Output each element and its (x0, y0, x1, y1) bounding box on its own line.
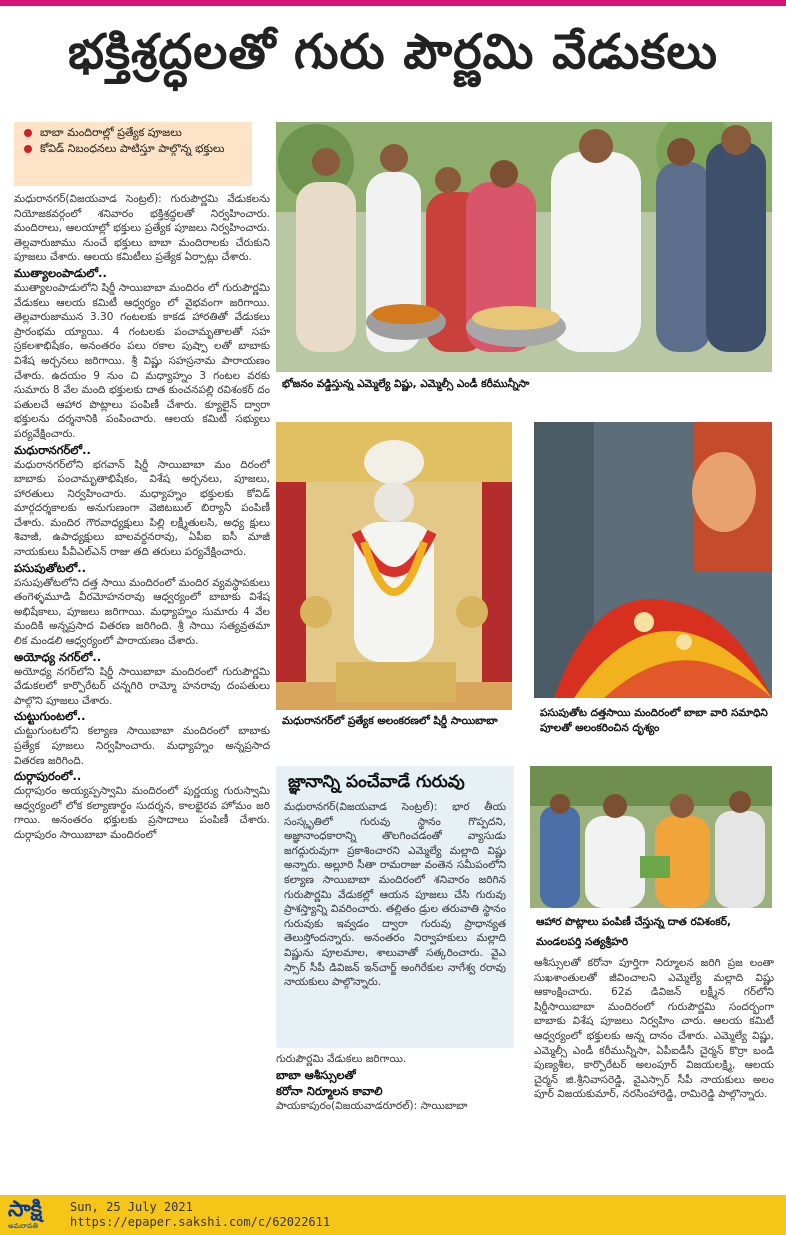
highlight-item (20, 142, 246, 156)
section-heading: పసుపుతోటలో.. (14, 560, 87, 575)
article-intro: మధురానగర్(విజయవాడ సెంట్రల్): గురుపౌర్ణమి వేడుకలను నియోజకవర్గంలో శనివారం భక్తిశ్రద్ధలతో నిర్వహించారు. మందిరాలు, ఆలయాల్లో భక్తులు ప్రత్యేక పూజలు నిర్వహించారు. తెల్లవారుజాము నుంచే భక్తులు బాబా మందిరాలకు చేరుకుని పూజలు చేశారు. ఆలయ కమిటీలు ప్రత్యేక ఏర్పాట్లు చేశారు. (14, 193, 270, 264)
section-heading: చుట్టుగుంటలో.. (14, 709, 86, 724)
top-accent-bar (0, 0, 786, 6)
photo-sai-baba-decorated-image (276, 422, 512, 710)
article-text: గురుపౌర్ణమి వేడుకలు జరిగాయి. (276, 1053, 407, 1065)
section-heading: మధురానగర్‌లో.. (14, 442, 91, 457)
section-heading: దుర్గాపురంలో.. (14, 769, 82, 784)
photo-samadhi-flowers-image (534, 422, 772, 698)
section-body: దుర్గాపురం అయ్యప్పస్వామి మందిరంలో పుర్ణయ్య గురుస్వామి ఆధ్వర్యంలో లోక కల్యాణార్థం సుదర్శన, కాలభైరవ హోమం జరి గాయి. అనంతరం భక్తులకు ప్రసాదాలు పంపిణీ చేశారు. దుర్గాపురం సాయిబాబా మందిరంలో (14, 785, 270, 841)
highlight-text: కోవిడ్ నిబంధనలు పాటిస్తూ పాల్గొన్న భక్తులు (40, 142, 225, 155)
photo-food-serving-image (276, 122, 772, 372)
article-column-3-bottom (534, 956, 774, 1192)
bullet-dot-icon (24, 129, 32, 137)
logo-wordmark: సాక్షి (8, 1197, 43, 1222)
section-heading: ముత్యాలంపాడులో.. (14, 265, 107, 280)
photo-food-serving (276, 122, 772, 372)
section-body: పసుపుతోటలోని దత్త సాయి మందిరంలో మందిర వ్యవస్థాపకులు తంగెళ్ళమూడి వీరమోహనరావు ఆధ్వర్యంలో బాబాకు విశేష అభిషేకాలు, పూజలు జరిగాయి. మధ్యాహ్నం సుమారు 4 వేల మందికి అన్నప్రసాద వితరణ జరిగింది. శ్రీ సాయి సత్యవ్రతమా లిక మండలి ఆధ్వర్యంలో పారాయణం చేశారు. (14, 576, 270, 648)
photo-food-distribution-image (530, 766, 772, 908)
section-body: చుట్టుగుంటలోని కల్యాణ సాయిబాబా మందిరంలో బాబాకు ప్రత్యేక పూజలు నిర్వహించారు. మధ్యాహ్నం అన్నప్రసాద వితరణ జరిగింది. (14, 725, 270, 767)
section-heading: కరోనా నిర్మూలన కావాలి (276, 1083, 383, 1098)
section-body: ముత్యాలంపాడులోని షిర్డీ సాయిబాబా మందిరం లో గురుపౌర్ణమి వేడుకలు ఆలయ కమిటీ ఆధ్వర్యం లో వైభవంగా జరిగాయి. తెల్లవారుజామున 3.30 గంటలకు కాకడ హారతితో వేడుకలు ప్రారంభమ య్యాయి. 4 గంటలకు పంచామృతాలతో సహ స్రకలశాభిషేకం, అనంతరం పలు రకాల పుష్పా లతో బాబాకు విశేష అర్చనలు జరిగాయి. శ్రీ విష్ణు సహస్రనామ పారాయణం చేశారు. ఉదయం 9 నుం చి మధ్యాహ్నం 3 గంటల వరకు సుమారు 8 వేల మంది భక్తులకు దాత కుంచనపల్లి రవిశంకర్ దం పతులచే ఆహార పొట్లాలు పంపిణీ చేశారు. క్యూలైన్ ద్వారా భక్తులను దర్శనానికి పంపించారు. ఆలయ కమిటీ సభ్యులు పర్యవేక్షించారు. (14, 281, 270, 440)
sidebar-article-text: మధురానగర్(విజయవాడ సెంట్రల్): భార తీయ సంస్కృతిలో గురువు స్థానం గొప్పదని, అజ్ఞానాంధకారాన్ని తొలగించడంతో వ్యాసుడు జగద్గురువుగా ప్రకాశించారని ఎమ్మెల్యే మల్లాది విష్ణు అన్నారు. అల్లూరి సీతా రామరాజు వంతెన సమీపంలోని కల్యాణ సాయిబాబా మందిరంలో శనివారం జరిగిన గురుపౌర్ణమి వేడుకల్లో ఆయన పూజలు చేసి గురువు ప్రాశస్త్యాన్ని వివరించారు. తల్లితం డ్రుల తరువాతి స్థానం గురువుకు ఇవ్వడం ద్వారా గురువు ప్రాధాన్యత తెలుస్తోందన్నారు. అనంతరం నిర్వాహకులు మల్లాది విష్ణును పూలమాల, శాలువాతో సత్కరించారు. వైఎ స్సార్ సీపీ డివిజన్ ఇన్‌చార్జ్ అంగిరేకుల నాగేశ్వ రరావు నాయకులు పాల్గొన్నారు. (284, 801, 506, 989)
page-headline: భక్తిశ్రద్ధలతో గురు పౌర్ణమి వేడుకలు (67, 24, 719, 80)
article-text: ఆశీస్సులతో కరోనా పూర్తిగా నిర్మూలన జరిగి ప్రజ లంతా సుఖశాంతులతో జీవించాలని ఎమ్మెల్యే మల్లాది విష్ణు ఆకాంక్షించారు. 62వ డివిజన్ లక్ష్మీన గర్‌లోని షిర్డీసాయిబాబా మందిరంలో గురుపౌర్ణమి సందర్భంగా బాబాకు విశేష పూజలు నిర్వహిం చారు. ఆలయ కమిటీ ఆధ్వర్యంలో భక్తులకు అన్న దానం చేశారు. ఎమ్మెల్యే విష్ణు, ఎమ్మెల్సీ ఎండీ కరీమున్నీసా, ఏపీఐడీసీ చైర్మన్ కొర్రా బండి పుణ్యశీల, కార్పొరేటర్ అలంపూర్ విజయలక్ష్మి, ఆలయ చైర్మన్ జి.శ్రీనివాసరెడ్డి, వైఎస్సార్ సీపీ నాయకులు అలం పూర్ విజయకుమార్, నరసింహారెడ్డి, రామిరెడ్డి పాల్గొన్నారు. (534, 957, 774, 1101)
sidebar-article-title: జ్ఞానాన్ని పంచేవాడే గురువు (288, 772, 465, 792)
caption-samadhi-flowers: పసుపుతోట దత్తసాయి మందిరంలో బాబా వారి సమాధిని పూలతో అలంకరించిన దృశ్యం (540, 707, 768, 734)
sidebar-article-body (284, 800, 506, 1048)
edition-date: Sun, 25 July 2021 (70, 1200, 193, 1214)
photo-samadhi-flowers (534, 422, 772, 698)
section-body: మధురానగర్‌లోని భగవాన్ షిర్డీ సాయిబాబా మం దిరంలో బాబాకు పంచామృతాభిషేకం, విశేష అర్చనలు, పూజలు, హారతులు నిర్వహించారు. మధ్యాహ్నం భక్తులకు కోవిడ్ మార్గదర్శకాలకు అనుగుణంగా వెజిటబుల్ బిర్యానీ పంపిణీ చేశారు. మందిర గౌరవాధ్యక్షులు పిల్లి లక్ష్మీతులసి, అధ్య క్షులు శివాజీ, ఉపాధ్యక్షులు బాలవర్ధనరావు, ఏపీఐ ఐసీ మాజీ నాయకులు పీవీఎల్ఎన్ రాజు తది తరులు పర్యవేక్షించారు. (14, 458, 270, 559)
highlights-box (14, 122, 252, 186)
photo-food-distribution (530, 766, 772, 908)
highlight-text: బాబా మందిరాల్లో ప్రత్యేక పూజలు (40, 126, 182, 139)
highlight-item (20, 126, 246, 140)
caption-sai-baba-decorated: మధురానగర్‌లో ప్రత్యేక అలంకరణలో షిర్డీ సాయిబాబా (282, 715, 498, 727)
caption-food-distribution: ఆహార పొట్లాలు పంపిణీ చేస్తున్న దాత రవిశంకర్, మండలపర్తి సత్యశ్రీహరి (536, 916, 731, 948)
section-heading: అయోధ్య నగర్‌లో.. (14, 649, 102, 664)
section-body: అయోధ్య నగర్‌లోని షిర్డీ సాయిబాబా మందిరంలో గురుపౌర్ణమి వేడుకలలో కార్పొరేటర్ చన్నగిరి రామ్మో హనరావు దంపతులు పాల్గొని పూజలు చేశారు. (14, 665, 270, 707)
sakshi-logo (8, 1198, 60, 1232)
article-column-1 (14, 192, 270, 1192)
bullet-dot-icon (24, 145, 32, 153)
epaper-link[interactable]: https://epaper.sakshi.com/c/62022611 (70, 1215, 331, 1229)
logo-edition: అమరావతి (8, 1222, 38, 1230)
article-text: పాయకాపురం(విజయవాడరూరల్): సాయిబాబా (276, 1099, 468, 1112)
caption-food-serving: భోజనం వడ్డిస్తున్న ఎమ్మెల్యే విష్ణు, ఎమ్మెల్సీ ఎండీ కరీమున్నీసా (282, 378, 530, 390)
article-column-2-bottom (276, 1052, 516, 1192)
photo-sai-baba-decorated (276, 422, 512, 710)
section-heading: బాబా ఆశీస్సులతో (276, 1067, 356, 1082)
